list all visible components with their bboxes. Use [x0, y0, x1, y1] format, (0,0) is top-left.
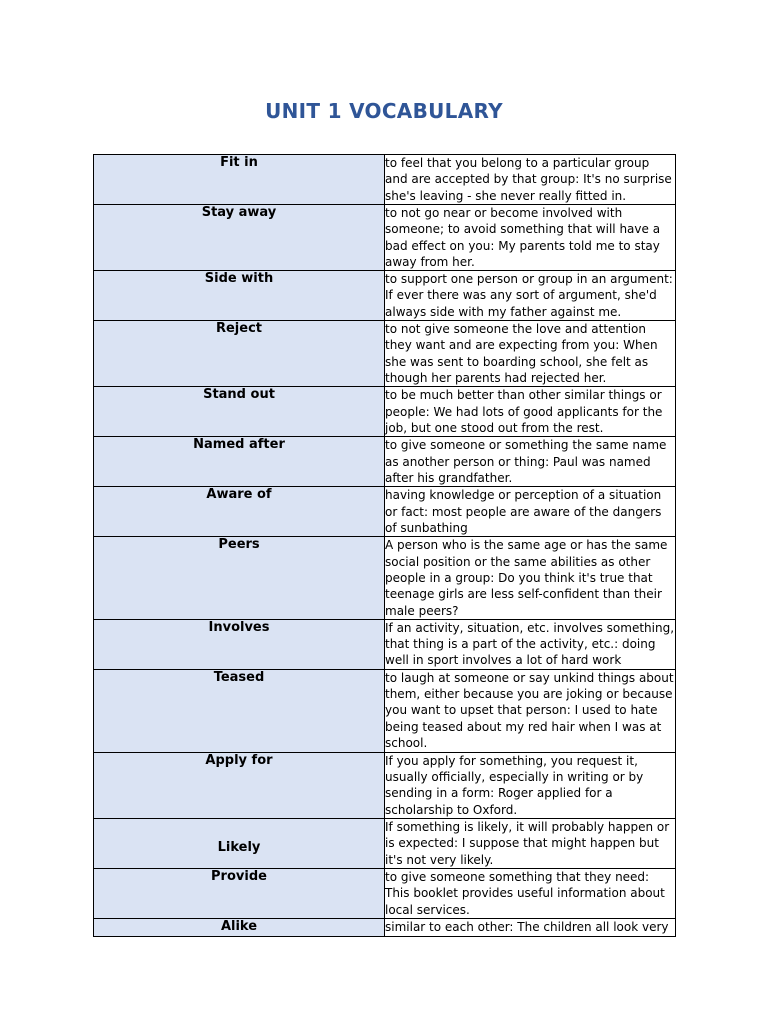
term-cell: Involves — [94, 619, 385, 669]
term-cell: Reject — [94, 321, 385, 387]
definition-cell: to laugh at someone or say unkind things about them, either because you are joking or because you want to upset that person: I used to hate being teased about my red hair when I was at school. — [385, 669, 676, 752]
table-row — [94, 321, 676, 387]
vocabulary-table — [93, 154, 676, 937]
definition-cell: to not go near or become involved with someone; to avoid something that will have a bad effect on you: My parents told me to stay away from her. — [385, 205, 676, 271]
term-cell: Teased — [94, 669, 385, 752]
definition-cell: to not give someone the love and attention they want and are expecting from you: When she was sent to boarding school, she felt as though her parents had rejected her. — [385, 321, 676, 387]
definition-cell: having knowledge or perception of a situation or fact: most people are aware of the dangers of sunbathing — [385, 487, 676, 537]
definition-cell: If an activity, situation, etc. involves something, that thing is a part of the activity, etc.: doing well in sport involves a lot of hard work — [385, 620, 675, 668]
definition-cell: If something is likely, it will probably happen or is expected: I suppose that might happen but it's not very likely. — [385, 819, 676, 869]
definition-cell: to support one person or group in an argument: If ever there was any sort of argument, she'd always side with my father against me. — [385, 271, 676, 321]
table-row — [94, 919, 676, 937]
page-title: UNIT 1 VOCABULARY — [265, 99, 503, 123]
term-cell: Stay away — [94, 205, 385, 271]
term-cell: Aware of — [94, 487, 385, 537]
term-cell: Named after — [94, 437, 385, 487]
table-row — [94, 752, 676, 818]
definition-cell: to feel that you belong to a particular group and are accepted by that group: It's no surprise she's leaving - she never really fitted in. — [385, 155, 676, 205]
definition-cell: similar to each other: The children all look very — [385, 919, 676, 937]
table-row — [94, 387, 676, 437]
table-row — [94, 537, 676, 619]
table-row — [94, 437, 676, 487]
term-cell: Side with — [94, 271, 385, 321]
table-row — [94, 669, 676, 752]
definition-cell: If you apply for something, you request it, usually officially, especially in writing or by sending in a form: Roger applied for a scholarship to Oxford. — [385, 752, 676, 818]
term-cell: Apply for — [94, 752, 385, 818]
term-cell: Stand out — [94, 387, 385, 437]
table-row — [94, 205, 676, 271]
definition-cell: to give someone something that they need: This booklet provides useful information about local services. — [385, 869, 676, 919]
table-row — [94, 869, 676, 919]
table-row — [94, 619, 676, 669]
term-cell: Peers — [94, 537, 385, 619]
table-row — [94, 819, 676, 869]
term-cell: Provide — [94, 869, 385, 919]
term-cell: Fit in — [94, 155, 385, 205]
term-cell: Alike — [94, 919, 385, 937]
table-row — [94, 487, 676, 537]
definition-cell: to give someone or something the same name as another person or thing: Paul was named after his grandfather. — [385, 437, 676, 487]
table-row — [94, 271, 676, 321]
definition-cell: to be much better than other similar things or people: We had lots of good applicants for the job, but one stood out from the rest. — [385, 387, 676, 437]
term-cell: Likely — [94, 819, 385, 869]
table-row — [94, 155, 676, 205]
definition-cell: A person who is the same age or has the same social position or the same abilities as other people in a group: Do you think it's true that teenage girls are less self-confident than their male peers? — [385, 537, 676, 619]
